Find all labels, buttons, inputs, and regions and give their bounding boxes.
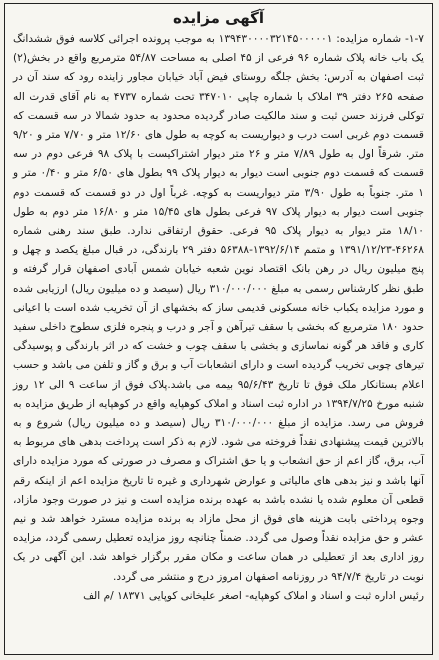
notice-title: آگهی مزایده: [172, 9, 265, 27]
auction-notice: [4, 3, 433, 655]
notice-signature: رئیس اداره ثبت و اسناد و املاک کوهپایه- اصغر علیخانی کوپایی ۱۸۳۷۱ /م الف: [83, 589, 424, 602]
notice-body: ۱-۷- شماره مزایده: ۱۳۹۴۳۰۰۰۰۳۲۱۴۵۰۰۰۰۰۱ به موجب پرونده اجرائی کلاسه فوق ششدانگ یک باب خانه پلاک شماره ۹۶ فرعی از ۴۵ اصلی به مساحت ۵۴/۸۷ مترمربع واقع در بخش(۲) ثبت اصفهان به آدرس: بخش جلگه روستای فیض آباد خیابان مجاور زاینده رود که سند آن در صفحه ۲۶۵ دفتر ۳۹ املاک با شماره چاپی ۳۴۷۰۱۰ تحت شماره ۴۷۳۷ به نام آقای قدرت اله توکلی فرزند حسن ثبت و سند مالکیت صادر گردیده محدود به حدود شمالا در سه قسمت که قسمت دوم غربی است درب و دیواریست به کوچه به طول های ۱۲/۶۰ متر و ۷/۷۰ متر و ۹/۲۰ متر. شرقاً اول به طول ۷/۸۹ متر و ۲۶ متر دیوار اشتراکیست با پلاک ۹۸ فرعی دوم در سه قسمت که قسمت دوم جنوبی است دیوار به دیوار پلاک ۹۹ بطول های ۶/۵۰ متر و ۰/۴۰ متر و ۱ متر. جنوباً به طول ۳/۹۰ متر دیواریست به کوچه. غرباً اول در دو قسمت که قسمت دوم جنوبی است دیوار به دیوار پلاک ۹۷ فرعی بطول های ۱۵/۴۵ متر و ۱۶/۸۰ متر دوم به طول ۱۸/۱۰ متر دیوار به دیوار پلاک ۹۵ فرعی. حقوق ارتفاقی ندارد. طبق سند رهنی شماره ۴۶۲۶۸-۱۳۹۱/۱۲/۲۳ و متمم ۱۳۹۲/۶/۱۴-۵۶۳۸۸ دفتر ۲۹ بارندگی، در قبال مبلغ یکصد و چهل و پنج میلیون ریال در رهن بانک اقتصاد نوین شعبه خیابان شمس آبادی اصفهان قرار گرفته و طبق نظر کارشناس رسمی به مبلغ ۳۱۰/۰۰۰/۰۰۰ ریال (سیصد و ده میلیون ریال) ارزیابی شده و مورد مزایده یکباب خانه مسکونی قدیمی ساز که بخشهای از آن تخریب شده است با اعیانی حدود ۱۸۰ مترمربع که بخشی با سقف تیرآهن و آجر و درب و پنجره فلزی سطوح داخلی سفید کاری و فاقد هر گونه نماسازی و بخشی با سقف چوب و خشت که در اثر بارندگی و پوسیدگی تیرهای چوبی تخریب گردیده است و دارای انشعابات آب و برق و گاز و تلفن می باشد و حسب اعلام بستانکار ملک فوق تا تاریخ ۹۵/۶/۴۳ بیمه می باشد.پلاک فوق از ساعت ۹ الی ۱۲ روز شنبه مورخ ۱۳۹۴/۷/۲۵ در اداره ثبت اسناد و املاک کوهپایه واقع در کوهپایه از طریق مزایده به فروش می رسد. مزایده از مبلغ ۳۱۰/۰۰۰/۰۰۰ ریال (سیصد و ده میلیون ریال) شروع و به بالاترین قیمت پیشنهادی نقداً فروخته می شود. لازم به ذکر است پرداخت بدهی های مربوط به آب، برق، گاز اعم از حق انشعاب و یا حق اشتراک و مصرف در صورتی که مورد مزایده دارای آنها باشد و نیز بدهی های مالیاتی و عوارض شهرداری و غیره تا تاریخ مزایده اعم از اینکه رقم قطعی آن معلوم شده یا نشده باشد به عهده برنده مزایده است و نیز در صورت وجود مازاد، وجوه پرداختی بابت هزینه های فوق از محل مازاد به برنده مزایده مسترد خواهد شد و نیم عشر و حق مزایده نقداً وصول می گردد. ضمناً چنانچه روز مزایده تعطیل رسمی گردد، مزایده روز اداری بعد از تعطیلی در همان ساعت و مکان مقرر برگزار خواهد شد. این آگهی در یک نوبت در تاریخ ۹۴/۷/۴ در روزنامه اصفهان امروز درج و منتشر می گردد.: [13, 33, 425, 583]
